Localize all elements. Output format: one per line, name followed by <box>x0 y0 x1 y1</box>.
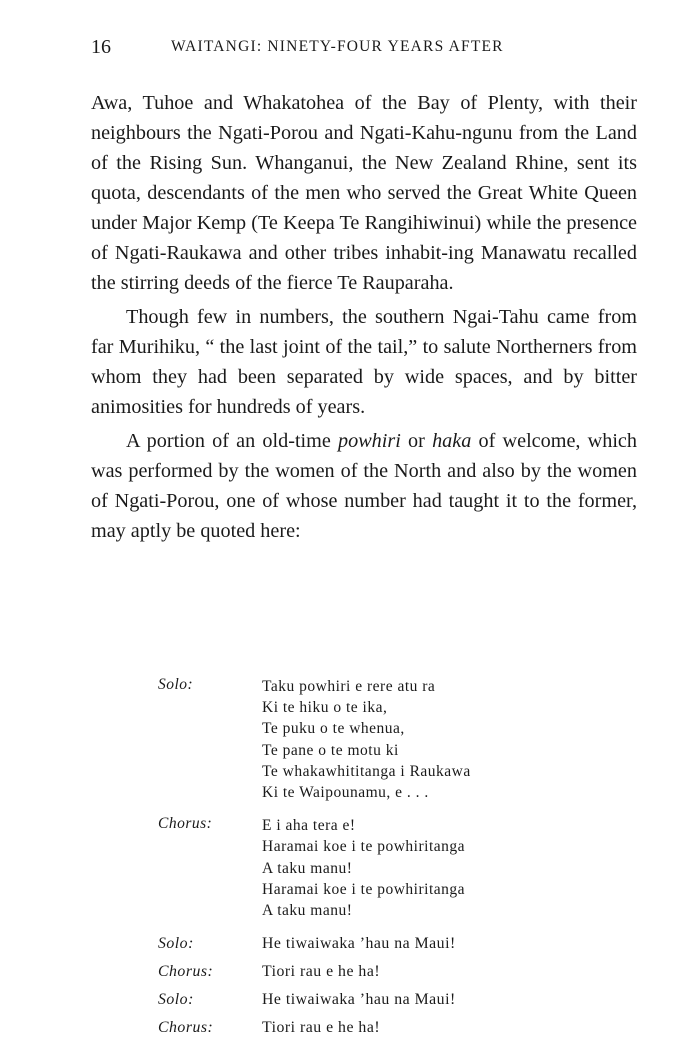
speaker-label: Chorus: <box>158 1019 214 1037</box>
running-title: WAITANGI: NINETY-FOUR YEARS AFTER <box>171 38 504 55</box>
verse-line: A taku manu! <box>262 902 353 920</box>
stanza-lines <box>262 815 578 921</box>
verse-line: Te pane o te motu ki <box>262 741 399 759</box>
verse-line: He tiwaiwaka ’hau na Maui! <box>262 991 456 1009</box>
verse-line: Te whakawhititanga i Raukawa <box>262 762 471 780</box>
stanza-chorus-2 <box>158 961 578 982</box>
running-head <box>91 36 561 60</box>
stanza-chorus-1 <box>158 815 578 921</box>
verse-line: Haramai koe i te powhiritanga <box>262 838 466 856</box>
speaker-label: Solo: <box>158 676 194 693</box>
page-number: 16 <box>91 36 111 58</box>
verse-line: Tiori rau e he ha! <box>262 963 381 981</box>
speaker-label: Solo: <box>158 935 194 953</box>
verse-line: E i aha tera e! <box>262 817 356 835</box>
verse-line: Te puku o te whenua, <box>262 720 405 738</box>
paragraph-3-text-middle: or <box>400 430 433 452</box>
stanza-lines <box>262 1017 578 1038</box>
term-haka: haka <box>432 430 472 452</box>
paragraph-3 <box>91 426 637 546</box>
body-text <box>91 88 637 546</box>
term-powhiri: powhiri <box>338 430 401 452</box>
paragraph-1: Awa, Tuhoe and Whakatohea of the Bay of Plenty, with their neighbours the Ngati-Porou and Ngati-Kahu-ngunu from the Land of the Rising Sun. Whanganui, the New Zealand Rhine, sent its quota, descendants of the men who served the Great White Queen under Major Kemp (Te Keepa Te Rangihiwinui) while the presence of Ngati-Raukawa and other tribes inhabit-ing Manawatu recalled the stirring deeds of the fierce Te Rauparaha. <box>91 92 637 294</box>
chant-block <box>158 676 578 1045</box>
paragraph-3-text-after: of welcome, which was performed by the women of the North and also by the women of Ngati-Porou, one of whose number had taught it to the former, may aptly be quoted here: <box>91 430 637 542</box>
stanza-lines <box>262 989 578 1010</box>
verse-line: Tiori rau e he ha! <box>262 1019 381 1037</box>
verse-line: Haramai koe i te powhiritanga <box>262 880 466 898</box>
stanza-solo-3 <box>158 989 578 1010</box>
verse-line: He tiwaiwaka ’hau na Maui! <box>262 935 456 953</box>
stanza-lines <box>262 676 578 803</box>
paragraph-3-text-before: A portion of an old-time <box>126 430 339 452</box>
verse-line: Ki te hiku o te ika, <box>262 699 388 717</box>
stanza-solo-1 <box>158 676 578 803</box>
speaker-label: Chorus: <box>158 963 214 981</box>
stanza-lines <box>262 961 578 982</box>
verse-line: Ki te Waipounamu, e . . . <box>262 784 429 802</box>
stanza-chorus-3 <box>158 1017 578 1038</box>
verse-line: Taku powhiri e rere atu ra <box>262 678 436 695</box>
speaker-label: Chorus: <box>158 815 213 833</box>
stanza-solo-2 <box>158 933 578 954</box>
speaker-label: Solo: <box>158 991 194 1009</box>
paragraph-2: Though few in numbers, the southern Ngai-Tahu came from far Murihiku, “ the last joint of the tail,” to salute Northerners from whom they had been separated by wide spaces, and by bitter animosities for hundreds of years. <box>91 306 637 418</box>
stanza-lines <box>262 933 578 954</box>
verse-line: A taku manu! <box>262 859 353 877</box>
